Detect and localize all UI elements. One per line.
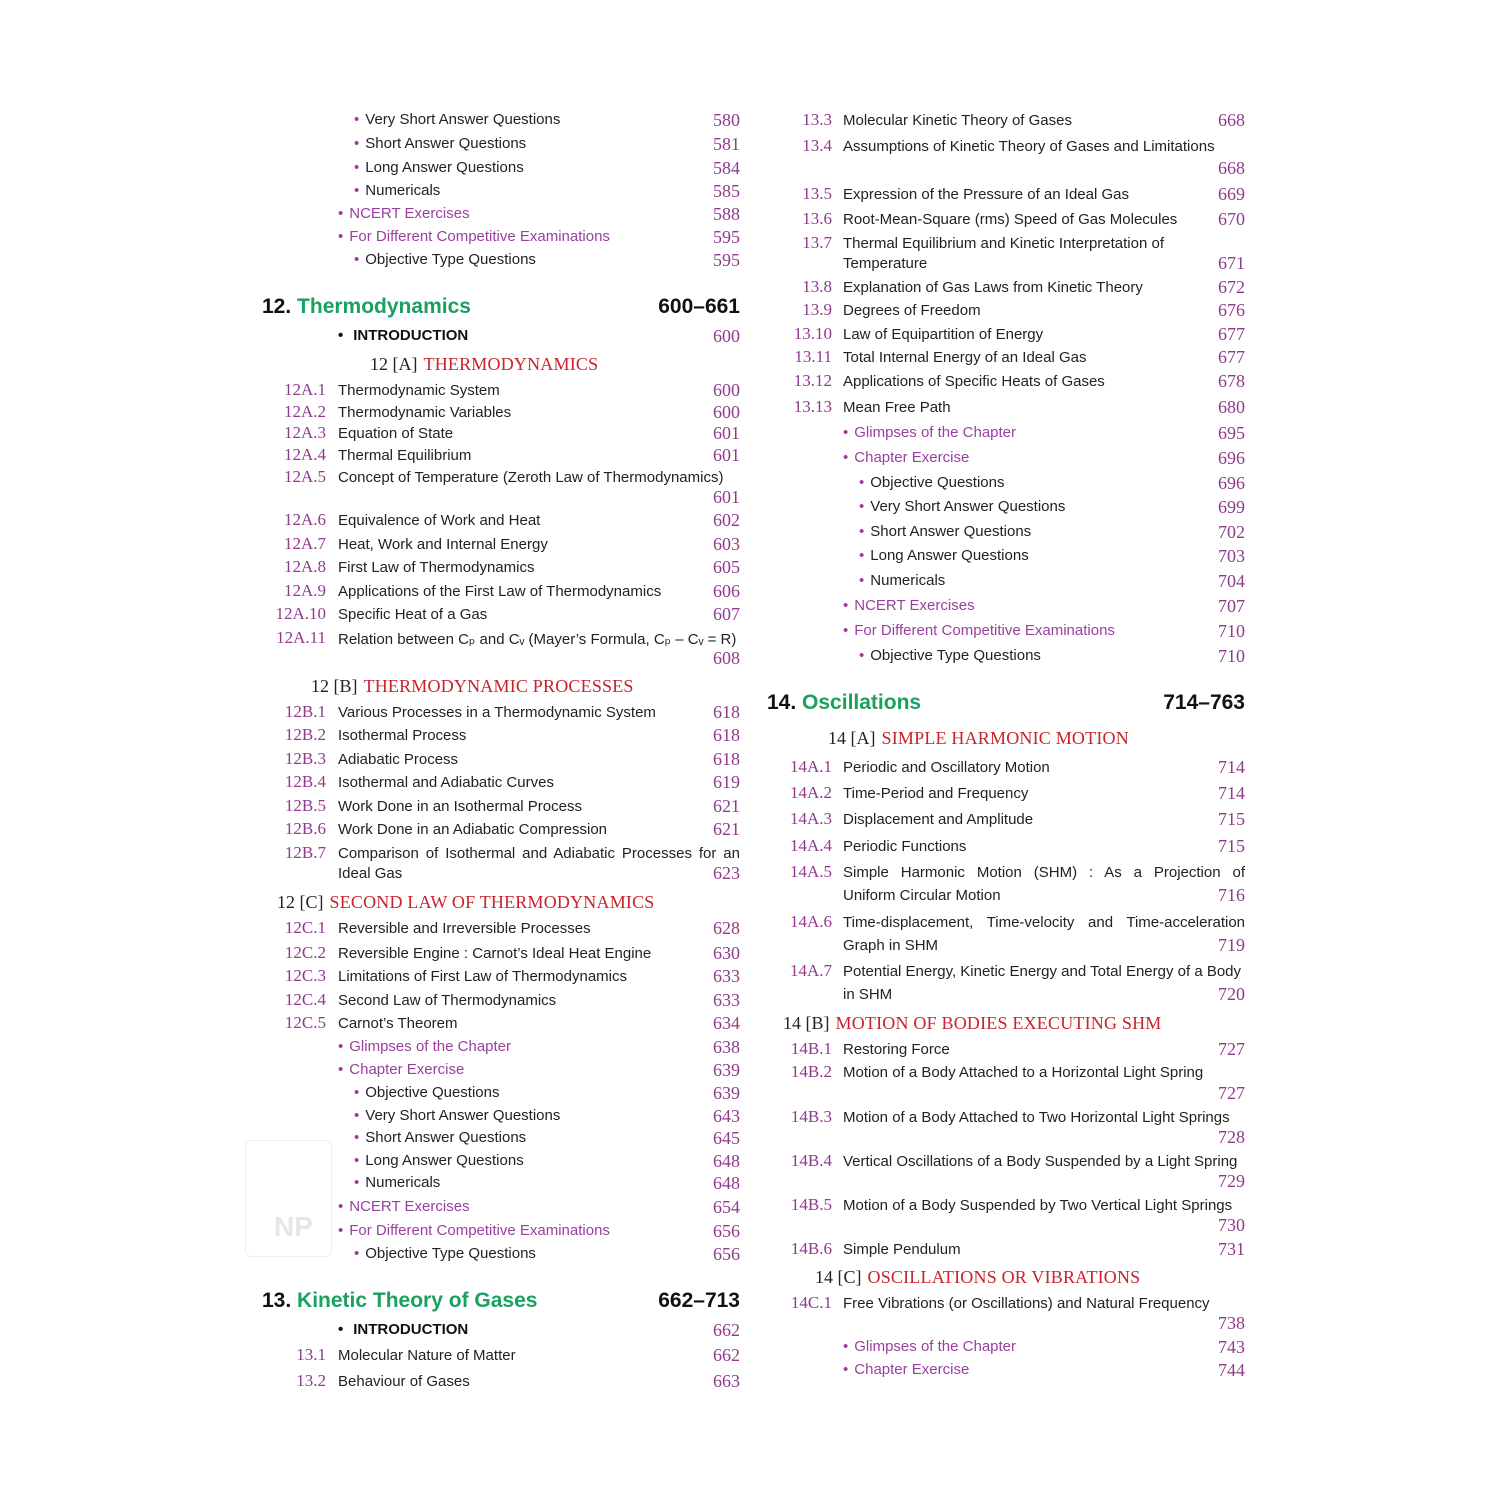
section-title: Thermodynamic Variables — [338, 404, 512, 421]
page-number: 602 — [713, 510, 740, 530]
section-number: 12A.2 — [283, 402, 326, 421]
page-number: 671 — [1218, 253, 1245, 273]
section-number: 14B.2 — [790, 1062, 832, 1081]
page-number: 618 — [713, 702, 740, 722]
page-number: 710 — [1218, 646, 1245, 666]
chapter-heading[interactable]: 14. Oscillations 714–763 — [767, 691, 1245, 714]
section-number: 12C.4 — [284, 990, 326, 1009]
section-heading: 14 [A] SIMPLE HARMONIC MOTION — [828, 728, 1129, 748]
right-column — [767, 0, 1245, 1500]
page-number: 628 — [713, 918, 740, 938]
page-number: 601 — [713, 445, 740, 465]
section-title: Periodic and Oscillatory Motion — [843, 759, 1050, 776]
section-number: 14B.4 — [790, 1151, 832, 1170]
section-number: 14A.7 — [789, 961, 832, 980]
section-number: 14B.5 — [790, 1195, 832, 1214]
list-item[interactable]: • Numericals — [859, 572, 945, 589]
section-title: Adiabatic Process — [338, 751, 459, 768]
page-number: 645 — [713, 1128, 740, 1148]
page-number: 638 — [713, 1037, 740, 1057]
page-number: 715 — [1218, 836, 1245, 856]
section-number: 12A.11 — [276, 628, 326, 647]
page-number: 585 — [713, 181, 740, 201]
section-number: 14B.3 — [790, 1107, 832, 1126]
section-title: Equation of State — [338, 425, 454, 442]
page-number: 600 — [713, 326, 740, 346]
section-title: Simple Harmonic Motion (SHM) : As a Projection of — [843, 864, 1245, 881]
page-number: 714 — [1218, 757, 1245, 777]
page-number: 656 — [713, 1244, 740, 1264]
section-number: 12A.10 — [275, 604, 326, 623]
section-title: Restoring Force — [843, 1041, 950, 1058]
page-number: 716 — [1218, 885, 1245, 905]
list-item[interactable]: • Numericals — [354, 182, 440, 199]
section-title: Carnot’s Theorem — [338, 1015, 458, 1032]
section-number: 12B.4 — [284, 772, 326, 791]
section-title: Mean Free Path — [843, 399, 951, 416]
section-number: 12A.5 — [283, 467, 326, 486]
list-item[interactable]: • NCERT Exercises — [843, 597, 975, 614]
page-number: 676 — [1218, 300, 1245, 320]
section-number: 12A.9 — [283, 581, 326, 600]
section-number: 12B.1 — [284, 702, 326, 721]
introduction-item[interactable]: • INTRODUCTION — [338, 1321, 468, 1338]
list-item[interactable]: • For Different Competitive Examinations — [338, 228, 610, 245]
section-number: 13.7 — [802, 233, 832, 252]
page-number: 669 — [1218, 184, 1245, 204]
section-title: Molecular Kinetic Theory of Gases — [843, 112, 1072, 129]
section-title: Vertical Oscillations of a Body Suspended by a Light Spring — [843, 1153, 1238, 1170]
section-number: 14A.2 — [789, 783, 832, 802]
section-number: 12C.5 — [284, 1013, 326, 1032]
section-title: Equivalence of Work and Heat — [338, 512, 541, 529]
page-number: 630 — [713, 943, 740, 963]
section-title: Thermal Equilibrium and Kinetic Interpretation of — [843, 235, 1164, 252]
section-number: 12A.1 — [283, 380, 326, 399]
section-title: Time-Period and Frequency — [843, 785, 1029, 802]
section-title: Work Done in an Adiabatic Compression — [338, 821, 608, 838]
section-number: 12B.7 — [284, 843, 326, 862]
section-heading: 14 [B] MOTION OF BODIES EXECUTING SHM — [783, 1013, 1162, 1033]
page-number: 648 — [713, 1173, 740, 1193]
page-number: 662 — [713, 1345, 740, 1365]
page-number: 744 — [1218, 1360, 1245, 1380]
page-number: 670 — [1218, 209, 1245, 229]
chapter-title: Thermodynamics — [297, 295, 471, 318]
section-number: 13.10 — [793, 324, 832, 343]
chapter-range: 662–713 — [658, 1289, 740, 1312]
section-title: Reversible and Irreversible Processes — [338, 920, 591, 937]
page-number: 618 — [713, 749, 740, 769]
list-item[interactable]: • Very Short Answer Questions — [354, 111, 560, 128]
section-number: 12B.3 — [284, 749, 326, 768]
section-title: Time-displacement, Time-velocity and Time-acceleration — [843, 914, 1245, 931]
chapter-title: Kinetic Theory of Gases — [297, 1289, 538, 1312]
section-title: Motion of a Body Attached to Two Horizontal Light Springs — [843, 1109, 1230, 1126]
page-number: 715 — [1218, 809, 1245, 829]
list-item[interactable]: • Short Answer Questions — [354, 1129, 526, 1146]
page-number: 605 — [713, 557, 740, 577]
section-title: Motion of a Body Attached to a Horizontal Light Spring — [843, 1064, 1204, 1081]
page-number: 600 — [713, 402, 740, 422]
section-number: 12A.8 — [283, 557, 326, 576]
section-title: Specific Heat of a Gas — [338, 606, 488, 623]
list-item[interactable]: • Objective Type Questions — [859, 647, 1041, 664]
section-title: Isothermal Process — [338, 727, 467, 744]
chapter-heading[interactable]: 13. Kinetic Theory of Gases 662–713 — [262, 1289, 740, 1312]
introduction-item[interactable]: • INTRODUCTION — [338, 327, 468, 344]
page-number: 707 — [1218, 596, 1245, 616]
page-number: 633 — [713, 966, 740, 986]
section-heading: 14 [C] OSCILLATIONS OR VIBRATIONS — [815, 1267, 1141, 1287]
page-number: 639 — [713, 1083, 740, 1103]
page-number: 731 — [1218, 1239, 1245, 1259]
page-number: 710 — [1218, 621, 1245, 641]
section-heading: 12 [C] SECOND LAW OF THERMODYNAMICS — [277, 892, 655, 912]
list-item[interactable]: • Very Short Answer Questions — [354, 1107, 560, 1124]
section-number: 13.2 — [296, 1371, 326, 1390]
page-number: 643 — [713, 1106, 740, 1126]
list-item[interactable]: • Long Answer Questions — [859, 547, 1029, 564]
page-number: 668 — [1218, 110, 1245, 130]
page-number: 699 — [1218, 497, 1245, 517]
page-number: 606 — [713, 581, 740, 601]
page-number: 729 — [1218, 1171, 1245, 1191]
page-number: 719 — [1218, 935, 1245, 955]
section-number: 14A.6 — [789, 912, 832, 931]
section-number: 14A.4 — [789, 836, 832, 855]
section-number: 12C.2 — [284, 943, 326, 962]
page-number: 633 — [713, 990, 740, 1010]
page-number: 702 — [1218, 522, 1245, 542]
section-title-continued: Graph in SHM — [843, 937, 939, 954]
section-number: 14C.1 — [790, 1293, 832, 1312]
list-item[interactable]: • Glimpses of the Chapter — [843, 1338, 1016, 1355]
section-title: Expression of the Pressure of an Ideal Gas — [843, 186, 1129, 203]
page-number: 680 — [1218, 397, 1245, 417]
list-item[interactable]: • Long Answer Questions — [354, 1152, 524, 1169]
page-number: 619 — [713, 772, 740, 792]
page-number: 601 — [713, 487, 740, 507]
section-number: 14B.1 — [790, 1039, 832, 1058]
page-number: 696 — [1218, 448, 1245, 468]
section-number: 14A.3 — [789, 809, 832, 828]
page-number: 677 — [1218, 324, 1245, 344]
page-number: 714 — [1218, 783, 1245, 803]
page-number: 728 — [1218, 1127, 1245, 1147]
page-number: 720 — [1218, 984, 1245, 1004]
page-number: 621 — [713, 819, 740, 839]
page-number: 668 — [1218, 158, 1245, 178]
page-number: 580 — [713, 110, 740, 130]
page-number: 584 — [713, 158, 740, 178]
section-title: Heat, Work and Internal Energy — [338, 536, 548, 553]
page-number: 607 — [713, 604, 740, 624]
section-title-continued: Temperature — [843, 255, 928, 272]
section-number: 13.6 — [802, 209, 832, 228]
chapter-title: Oscillations — [802, 691, 922, 714]
page-number: 727 — [1218, 1039, 1245, 1059]
section-title: Root-Mean-Square (rms) Speed of Gas Molecules — [843, 211, 1178, 228]
section-number: 13.3 — [802, 110, 832, 129]
left-column — [262, 0, 740, 1500]
section-number: 14B.6 — [790, 1239, 832, 1258]
page-number: 677 — [1218, 347, 1245, 367]
list-item[interactable]: • Very Short Answer Questions — [859, 498, 1065, 515]
section-title: Simple Pendulum — [843, 1241, 961, 1258]
list-item[interactable]: • Long Answer Questions — [354, 159, 524, 176]
list-item[interactable]: • NCERT Exercises — [338, 1198, 470, 1215]
list-item[interactable]: • Glimpses of the Chapter — [843, 424, 1016, 441]
section-title: Behaviour of Gases — [338, 1373, 470, 1390]
section-title: Explanation of Gas Laws from Kinetic Theory — [843, 279, 1143, 296]
section-title: Molecular Nature of Matter — [338, 1347, 516, 1364]
page-number: 704 — [1218, 571, 1245, 591]
list-item[interactable]: • Short Answer Questions — [859, 523, 1031, 540]
list-item[interactable]: • Objective Questions — [859, 474, 1005, 491]
section-number: 12B.5 — [284, 796, 326, 815]
section-number: 13.13 — [793, 397, 832, 416]
page-number: 743 — [1218, 1337, 1245, 1357]
page-number: 695 — [1218, 423, 1245, 443]
list-item[interactable]: • For Different Competitive Examinations — [338, 1222, 610, 1239]
section-title: Reversible Engine : Carnot’s Ideal Heat Engine — [338, 945, 652, 962]
page-number: 601 — [713, 423, 740, 443]
section-number: 13.5 — [802, 184, 832, 203]
list-item[interactable]: • Chapter Exercise — [338, 1061, 464, 1078]
section-number: 12A.4 — [283, 445, 326, 464]
section-title: Total Internal Energy of an Ideal Gas — [843, 349, 1087, 366]
page-number: 678 — [1218, 371, 1245, 391]
section-title: Thermodynamic System — [338, 382, 500, 399]
page-number: 608 — [713, 648, 740, 668]
section-title: Limitations of First Law of Thermodynamics — [338, 968, 627, 985]
page-number: 618 — [713, 725, 740, 745]
section-title: Displacement and Amplitude — [843, 811, 1034, 828]
section-title: Periodic Functions — [843, 838, 967, 855]
list-item[interactable]: • Short Answer Questions — [354, 135, 526, 152]
chapter-range: 600–661 — [658, 295, 740, 318]
list-item[interactable]: • Objective Type Questions — [354, 251, 536, 268]
list-item[interactable]: • NCERT Exercises — [338, 205, 470, 222]
section-title: Law of Equipartition of Energy — [843, 326, 1044, 343]
section-number: 14A.5 — [789, 862, 832, 881]
page-number: 648 — [713, 1151, 740, 1171]
page-number: 703 — [1218, 546, 1245, 566]
section-number: 14A.1 — [789, 757, 832, 776]
page-number: 730 — [1218, 1215, 1245, 1235]
section-title: Applications of the First Law of Thermodynamics — [338, 583, 662, 600]
list-item[interactable]: • Objective Type Questions — [354, 1245, 536, 1262]
list-item[interactable]: • Glimpses of the Chapter — [338, 1038, 511, 1055]
section-title: Free Vibrations (or Oscillations) and Natural Frequency — [843, 1295, 1210, 1312]
page-number: 595 — [713, 227, 740, 247]
page-number: 738 — [1218, 1313, 1245, 1333]
section-title: Potential Energy, Kinetic Energy and Total Energy of a Body — [843, 963, 1242, 980]
section-title-continued: in SHM — [843, 986, 893, 1003]
section-title: Applications of Specific Heats of Gases — [843, 373, 1105, 390]
section-number: 12C.3 — [284, 966, 326, 985]
page-number: 595 — [713, 250, 740, 270]
section-title: First Law of Thermodynamics — [338, 559, 535, 576]
page-number: 634 — [713, 1013, 740, 1033]
page-number: 621 — [713, 796, 740, 816]
section-number: 13.1 — [296, 1345, 326, 1364]
section-number: 13.8 — [802, 277, 832, 296]
section-title: Various Processes in a Thermodynamic System — [338, 704, 656, 721]
section-title: Second Law of Thermodynamics — [338, 992, 557, 1009]
page-number: 672 — [1218, 277, 1245, 297]
page-number: 581 — [713, 134, 740, 154]
page-number: 639 — [713, 1060, 740, 1080]
section-heading: 12 [A] THERMODYNAMICS — [370, 354, 599, 374]
section-title: Comparison of Isothermal and Adiabatic Processes for an — [338, 845, 740, 862]
section-number: 12A.7 — [283, 534, 326, 553]
section-number: 13.11 — [794, 347, 832, 366]
section-heading: 12 [B] THERMODYNAMIC PROCESSES — [311, 676, 634, 696]
page-number: 623 — [713, 863, 740, 883]
section-number: 13.4 — [802, 136, 832, 155]
list-item[interactable]: • Objective Questions — [354, 1084, 500, 1101]
section-title: Isothermal and Adiabatic Curves — [338, 774, 554, 791]
chapter-range: 714–763 — [1163, 691, 1245, 714]
section-number: 12C.1 — [284, 918, 326, 937]
chapter-heading[interactable]: 12. Thermodynamics 600–661 — [262, 295, 740, 318]
page-number: 727 — [1218, 1083, 1245, 1103]
page-number: 588 — [713, 204, 740, 224]
page-number: 696 — [1218, 473, 1245, 493]
list-item[interactable]: • Numericals — [354, 1174, 440, 1191]
section-title: Relation between Cₚ and Cᵥ (Mayer’s Formula, Cₚ – Cᵥ = R) — [338, 631, 737, 648]
page-number: 656 — [713, 1221, 740, 1241]
list-item[interactable]: • For Different Competitive Examinations — [843, 622, 1115, 639]
section-title-continued: Ideal Gas — [338, 865, 403, 882]
publisher-watermark: NP — [245, 1140, 332, 1257]
section-title: Degrees of Freedom — [843, 302, 981, 319]
page-number: 663 — [713, 1371, 740, 1391]
section-number: 13.9 — [802, 300, 832, 319]
section-number: 12B.2 — [284, 725, 326, 744]
section-number: 12A.3 — [283, 423, 326, 442]
section-title: Work Done in an Isothermal Process — [338, 798, 582, 815]
section-title: Concept of Temperature (Zeroth Law of Thermodynamics) — [338, 469, 724, 486]
section-number: 12A.6 — [283, 510, 326, 529]
list-item[interactable]: • Chapter Exercise — [843, 449, 969, 466]
page-number: 654 — [713, 1197, 740, 1217]
section-title: Thermal Equilibrium — [338, 447, 472, 464]
page-number: 600 — [713, 380, 740, 400]
section-number: 13.12 — [793, 371, 832, 390]
page-number: 662 — [713, 1320, 740, 1340]
section-title-continued: Uniform Circular Motion — [843, 887, 1001, 904]
list-item[interactable]: • Chapter Exercise — [843, 1361, 969, 1378]
section-title: Assumptions of Kinetic Theory of Gases and Limitations — [843, 138, 1215, 155]
page-number: 603 — [713, 534, 740, 554]
section-number: 12B.6 — [284, 819, 326, 838]
section-title: Motion of a Body Suspended by Two Vertical Light Springs — [843, 1197, 1233, 1214]
